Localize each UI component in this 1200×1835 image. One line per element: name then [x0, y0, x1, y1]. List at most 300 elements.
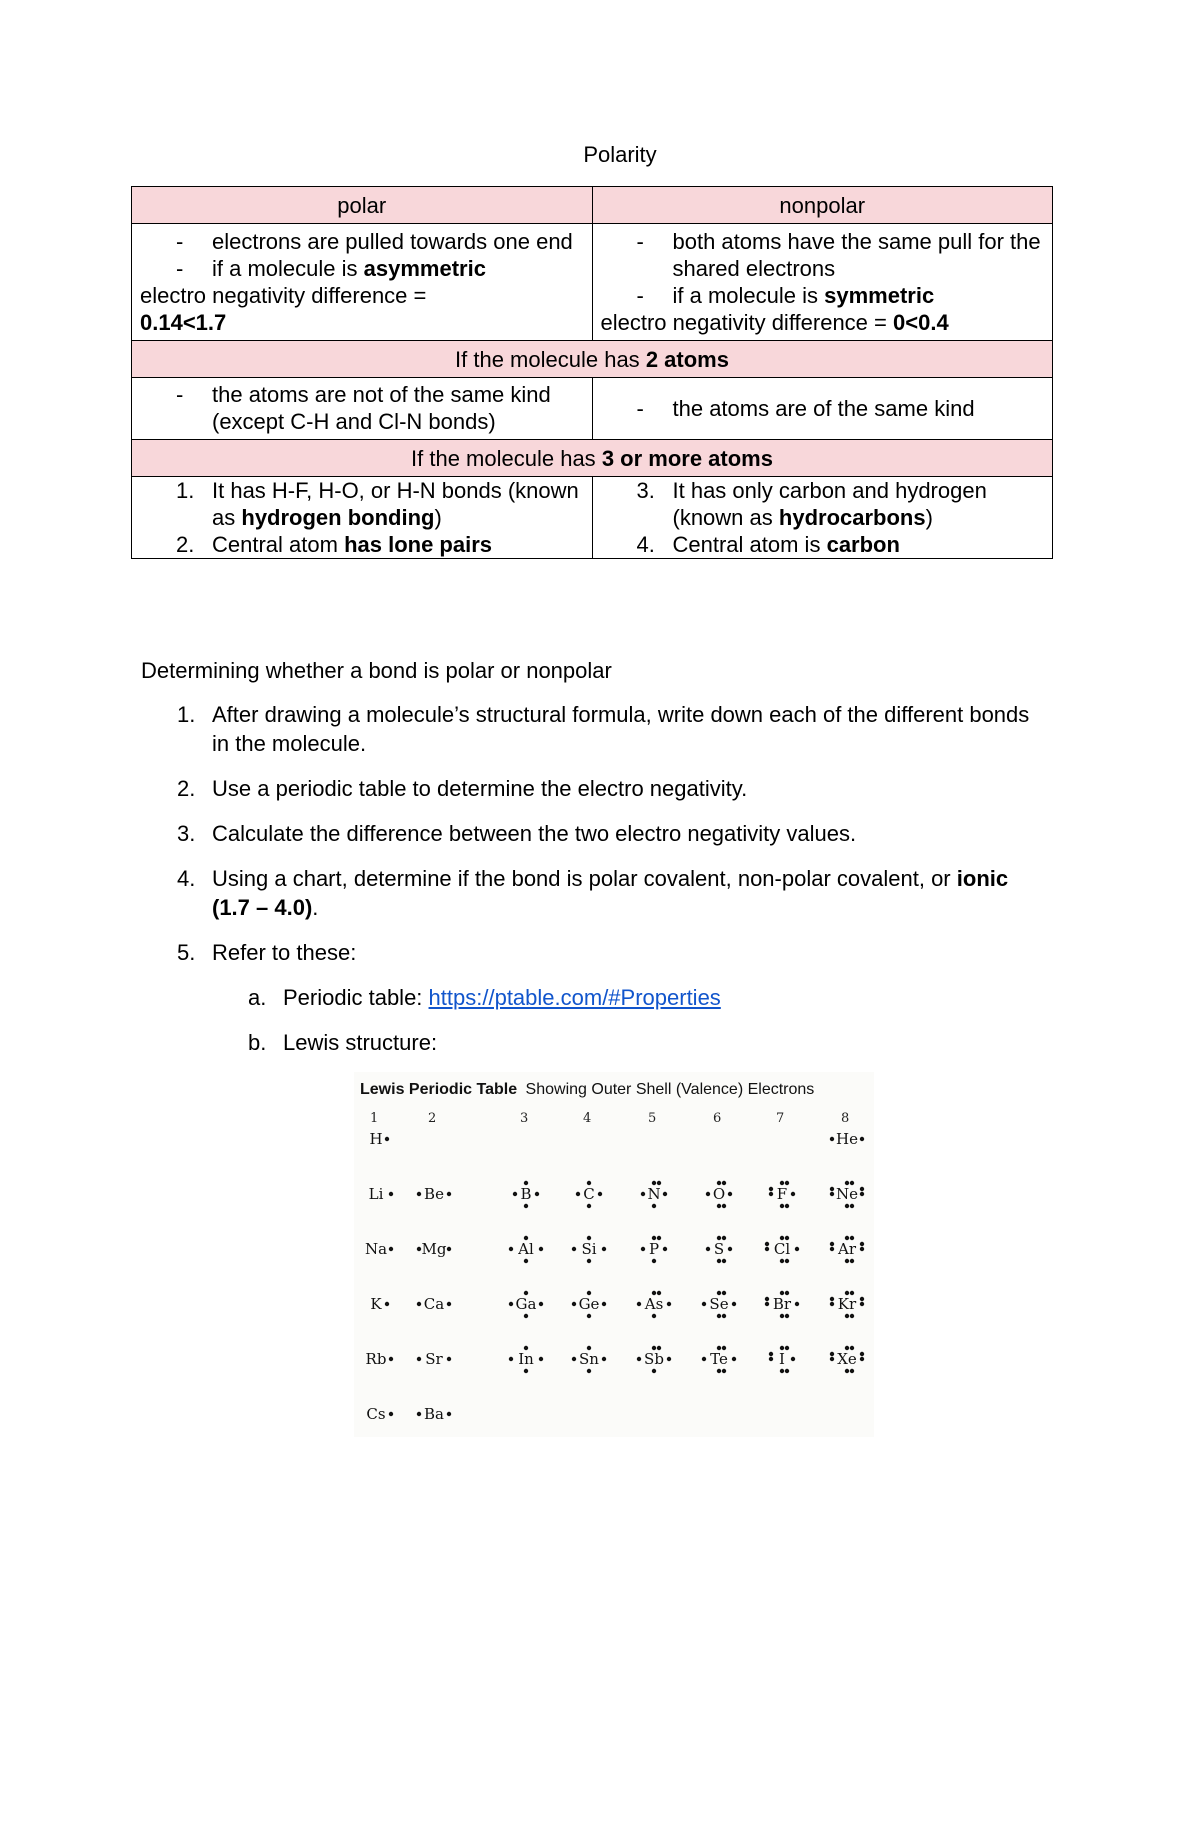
- valence-electron-dot: [795, 1302, 799, 1306]
- valence-electron-dot: [791, 1192, 795, 1196]
- valence-electron-dot: [657, 1236, 661, 1240]
- element-symbol: I: [779, 1350, 785, 1368]
- valence-electron-dot: [769, 1357, 773, 1361]
- lewis-element: [509, 1346, 543, 1373]
- valence-electron-dot: [845, 1236, 849, 1240]
- valence-electron-dot: [389, 1247, 393, 1251]
- valence-electron-dot: [717, 1369, 721, 1373]
- element-symbol: Te: [710, 1350, 728, 1368]
- dash-bullet: -: [636, 282, 644, 308]
- valence-electron-dot: [850, 1236, 854, 1240]
- element-symbol: Na: [364, 1240, 388, 1258]
- lewis-element: [417, 1405, 451, 1423]
- valence-electron-dot: [572, 1357, 576, 1361]
- span-two-atoms: [132, 341, 1053, 378]
- valence-electron-dot: [860, 1242, 864, 1246]
- valence-electron-dot: [860, 1297, 864, 1301]
- nonpolar-item3-bold: hydrocarbons: [778, 505, 926, 530]
- valence-electron-dot: [860, 1302, 864, 1306]
- valence-electron-dot: [641, 1247, 645, 1251]
- valence-electron-dot: [780, 1181, 784, 1185]
- element-symbol: In: [518, 1350, 534, 1368]
- span-three-atoms-bold: 3 or more atoms: [601, 445, 773, 471]
- valence-electron-dot: [850, 1369, 854, 1373]
- lewis-element: [369, 1185, 394, 1203]
- valence-electron-dot: [447, 1412, 451, 1416]
- valence-electron-dot: [509, 1302, 513, 1306]
- element-symbol: He: [836, 1130, 858, 1148]
- valence-electron-dot: [587, 1181, 591, 1185]
- valence-electron-dot: [722, 1181, 726, 1185]
- list-item: [141, 938, 1041, 1057]
- lewis-element: [830, 1346, 864, 1373]
- element-symbol: Kr: [837, 1295, 857, 1313]
- dash-bullet: -: [636, 228, 644, 254]
- polar-line1: electrons are pulled towards one end: [212, 229, 573, 254]
- valence-electron-dot: [667, 1357, 671, 1361]
- valence-electron-dot: [385, 1302, 389, 1306]
- nonpolar-two-atoms-text: the atoms are of the same kind: [672, 395, 975, 421]
- step-text: Refer to these:: [212, 940, 357, 965]
- valence-electron-dot: [845, 1291, 849, 1295]
- valence-electron-dot: [769, 1187, 773, 1191]
- list-number: 3.: [177, 821, 196, 846]
- lewis-element: [572, 1291, 606, 1318]
- valence-electron-dot: [780, 1204, 784, 1208]
- valence-electron-dot: [845, 1181, 849, 1185]
- list-number: 4.: [177, 866, 196, 891]
- element-symbol: Ga: [515, 1295, 537, 1313]
- dash-bullet: -: [176, 229, 184, 254]
- valence-electron-dot: [860, 1357, 864, 1361]
- lewis-element: [706, 1236, 732, 1263]
- svg-text:Lewis Periodic Table Sho: [360, 1081, 814, 1098]
- polar-item1-pre: It has H-F, H-O, or H-N bonds (known as: [212, 478, 579, 530]
- element-symbol: N: [647, 1185, 661, 1203]
- list-item: [141, 819, 1041, 848]
- element-symbol: C: [583, 1185, 595, 1203]
- valence-electron-dot: [830, 1357, 834, 1361]
- valence-electron-dot: [722, 1259, 726, 1263]
- polar-line3: electro negativity difference =: [140, 283, 427, 308]
- valence-electron-dot: [780, 1369, 784, 1373]
- lewis-title-rest: Showing Outer Shell (Valence) Electrons: [525, 1081, 815, 1098]
- valence-electron-dot: [785, 1236, 789, 1240]
- valence-electron-dot: [785, 1314, 789, 1318]
- sub-label: Lewis structure:: [283, 1030, 438, 1055]
- valence-electron-dot: [830, 1242, 834, 1246]
- valence-electron-dot: [652, 1369, 656, 1373]
- element-symbol: Mg: [421, 1240, 447, 1258]
- valence-electron-dot: [602, 1247, 606, 1251]
- valence-electron-dot: [728, 1247, 732, 1251]
- valence-electron-dot: [652, 1259, 656, 1263]
- valence-electron-dot: [830, 1302, 834, 1306]
- cell-polar-general: [132, 224, 593, 341]
- valence-electron-dot: [765, 1242, 769, 1246]
- valence-electron-dot: [702, 1302, 706, 1306]
- element-symbol: Ar: [837, 1240, 857, 1258]
- valence-electron-dot: [850, 1204, 854, 1208]
- dash-bullet: -: [176, 382, 184, 407]
- valence-electron-dot: [860, 1187, 864, 1191]
- step-text: Using a chart, determine if the bond is polar covalent, non-polar covalent, or: [212, 866, 951, 891]
- list-number: 5.: [177, 940, 196, 965]
- step-text: After drawing a molecule’s structural formula, write down each of the different bonds in the molecule.: [212, 702, 1030, 756]
- valence-electron-dot: [860, 1137, 864, 1141]
- lewis-element: [830, 1291, 864, 1318]
- span-three-atoms: [132, 440, 1053, 477]
- valence-electron-dot: [717, 1314, 721, 1318]
- span-three-atoms-pre: If the molecule has: [411, 445, 596, 471]
- lewis-element: [572, 1236, 606, 1263]
- valence-electron-dot: [769, 1352, 773, 1356]
- valence-electron-dot: [447, 1192, 451, 1196]
- element-symbol: P: [648, 1240, 660, 1258]
- table-header-row: [132, 187, 1053, 224]
- valence-electron-dot: [717, 1236, 721, 1240]
- element-symbol: Ne: [835, 1185, 859, 1203]
- valence-electron-dot: [652, 1181, 656, 1185]
- valence-electron-dot: [509, 1357, 513, 1361]
- nonpolar-item3-pre: It has only carbon and hydrogen (known as: [672, 478, 987, 530]
- sub-label: Periodic table:: [283, 985, 423, 1010]
- element-symbol: Ca: [423, 1295, 445, 1313]
- lewis-element: [509, 1291, 543, 1318]
- lewis-element: [365, 1240, 393, 1258]
- lewis-element: [830, 1236, 864, 1263]
- valence-electron-dot: [652, 1346, 656, 1350]
- valence-electron-dot: [602, 1357, 606, 1361]
- nonpolar-line2-bold: symmetric: [824, 282, 935, 308]
- valence-electron-dot: [785, 1259, 789, 1263]
- valence-electron-dot: [587, 1236, 591, 1240]
- valence-electron-dot: [706, 1192, 710, 1196]
- element-symbol: Sr: [425, 1350, 443, 1368]
- polar-item1-post: ): [434, 505, 442, 530]
- valence-electron-dot: [850, 1346, 854, 1350]
- valence-electron-dot: [722, 1369, 726, 1373]
- valence-electron-dot: [524, 1291, 528, 1295]
- valence-electron-dot: [524, 1204, 528, 1208]
- valence-electron-dot: [663, 1247, 667, 1251]
- valence-electron-dot: [732, 1357, 736, 1361]
- valence-electron-dot: [447, 1302, 451, 1306]
- element-symbol: F: [776, 1185, 788, 1203]
- valence-electron-dot: [717, 1291, 721, 1295]
- valence-electron-dot: [657, 1291, 661, 1295]
- valence-electron-dot: [587, 1369, 591, 1373]
- lewis-periodic-table-image: [354, 1072, 874, 1437]
- valence-electron-dot: [539, 1302, 543, 1306]
- element-symbol: Cl: [773, 1240, 791, 1258]
- element-symbol: K: [370, 1295, 382, 1313]
- valence-electron-dot: [785, 1181, 789, 1185]
- valence-electron-dot: [785, 1204, 789, 1208]
- valence-electron-dot: [539, 1247, 543, 1251]
- valence-electron-dot: [702, 1357, 706, 1361]
- valence-electron-dot: [732, 1302, 736, 1306]
- ptable-link[interactable]: https://ptable.com/#Properties: [428, 985, 721, 1010]
- page-title: Polarity: [583, 142, 657, 167]
- steps-list: [141, 700, 1041, 1073]
- span-two-atoms-pre: If the molecule has: [455, 346, 640, 372]
- valence-electron-dot: [417, 1302, 421, 1306]
- table-span-row: [132, 341, 1053, 378]
- lewis-group-number: 4: [583, 1111, 592, 1126]
- valence-electron-dot: [850, 1181, 854, 1185]
- valence-electron-dot: [765, 1302, 769, 1306]
- step-text: Calculate the difference between the two electro negativity values.: [212, 821, 857, 846]
- valence-electron-dot: [780, 1346, 784, 1350]
- valence-electron-dot: [850, 1259, 854, 1263]
- valence-electron-dot: [722, 1204, 726, 1208]
- nonpolar-line3: electro negativity difference =: [600, 309, 887, 335]
- valence-electron-dot: [722, 1236, 726, 1240]
- element-symbol: Xe: [837, 1350, 857, 1368]
- lewis-element: [366, 1405, 393, 1423]
- lewis-element: [576, 1181, 602, 1208]
- lewis-element: [702, 1291, 736, 1318]
- lewis-element: [641, 1181, 667, 1208]
- valence-electron-dot: [845, 1346, 849, 1350]
- valence-electron-dot: [389, 1412, 393, 1416]
- lewis-element: [637, 1346, 671, 1373]
- valence-electron-dot: [389, 1357, 393, 1361]
- valence-electron-dot: [637, 1302, 641, 1306]
- lewis-element: [765, 1236, 799, 1263]
- valence-electron-dot: [447, 1357, 451, 1361]
- polar-line2-pre: if a molecule is: [212, 256, 358, 281]
- lewis-group-number: 6: [713, 1111, 722, 1126]
- valence-electron-dot: [652, 1291, 656, 1295]
- valence-electron-dot: [576, 1192, 580, 1196]
- step-text: Use a periodic table to determine the electro negativity.: [212, 776, 748, 801]
- valence-electron-dot: [717, 1259, 721, 1263]
- valence-electron-dot: [657, 1181, 661, 1185]
- list-number: 1.: [176, 478, 195, 503]
- valence-electron-dot: [780, 1236, 784, 1240]
- nonpolar-line2-pre: if a molecule is: [672, 282, 819, 308]
- valence-electron-dot: [657, 1346, 661, 1350]
- element-symbol: Ba: [424, 1405, 444, 1423]
- element-symbol: Al: [518, 1240, 534, 1258]
- valence-electron-dot: [587, 1204, 591, 1208]
- valence-electron-dot: [652, 1204, 656, 1208]
- valence-electron-dot: [765, 1247, 769, 1251]
- valence-electron-dot: [587, 1259, 591, 1263]
- valence-electron-dot: [524, 1369, 528, 1373]
- lewis-element: [641, 1236, 667, 1263]
- valence-electron-dot: [785, 1291, 789, 1295]
- valence-electron-dot: [785, 1346, 789, 1350]
- valence-electron-dot: [722, 1314, 726, 1318]
- valence-electron-dot: [572, 1247, 576, 1251]
- table-span-row: [132, 440, 1053, 477]
- element-symbol: Cs: [366, 1405, 386, 1423]
- valence-electron-dot: [860, 1192, 864, 1196]
- valence-electron-dot: [769, 1192, 773, 1196]
- lewis-element: [765, 1291, 799, 1318]
- valence-electron-dot: [417, 1357, 421, 1361]
- polar-two-atoms-text: the atoms are not of the same kind (except C-H and Cl-N bonds): [212, 382, 551, 434]
- valence-electron-dot: [791, 1357, 795, 1361]
- valence-electron-dot: [860, 1352, 864, 1356]
- valence-electron-dot: [417, 1192, 421, 1196]
- list-number: 3.: [636, 478, 655, 503]
- valence-electron-dot: [513, 1192, 517, 1196]
- element-symbol: Sn: [579, 1350, 599, 1368]
- valence-electron-dot: [572, 1302, 576, 1306]
- cell-polar-two-atoms: [132, 378, 593, 440]
- dash-bullet: -: [176, 256, 184, 281]
- list-number: 2.: [177, 776, 196, 801]
- nonpolar-line1: both atoms have the same pull for the shared electrons: [672, 228, 1041, 281]
- element-symbol: Rb: [365, 1350, 387, 1368]
- lewis-element: [572, 1346, 606, 1373]
- valence-electron-dot: [524, 1181, 528, 1185]
- lewis-element: [417, 1350, 451, 1368]
- element-symbol: As: [644, 1295, 664, 1313]
- list-letter: b.: [248, 1030, 267, 1055]
- valence-electron-dot: [587, 1291, 591, 1295]
- valence-electron-dot: [845, 1204, 849, 1208]
- valence-electron-dot: [417, 1247, 421, 1251]
- valence-electron-dot: [830, 1247, 834, 1251]
- list-item: [141, 864, 1041, 922]
- valence-electron-dot: [598, 1192, 602, 1196]
- valence-electron-dot: [447, 1247, 451, 1251]
- element-symbol: S: [713, 1240, 725, 1258]
- polar-line4: 0.14<1.7: [140, 310, 227, 335]
- valence-electron-dot: [524, 1259, 528, 1263]
- lewis-group-number: 1: [370, 1111, 379, 1126]
- valence-electron-dot: [652, 1236, 656, 1240]
- valence-electron-dot: [539, 1357, 543, 1361]
- valence-electron-dot: [602, 1302, 606, 1306]
- valence-electron-dot: [535, 1192, 539, 1196]
- polar-item2-pre: Central atom: [212, 532, 338, 557]
- element-symbol: Se: [709, 1295, 729, 1313]
- valence-electron-dot: [717, 1181, 721, 1185]
- cell-polar-three-atoms: [132, 477, 593, 559]
- nonpolar-item4-bold: carbon: [826, 532, 900, 557]
- valence-electron-dot: [524, 1236, 528, 1240]
- valence-electron-dot: [652, 1314, 656, 1318]
- valence-electron-dot: [509, 1247, 513, 1251]
- lewis-element: [417, 1240, 451, 1258]
- element-symbol: Sb: [644, 1350, 664, 1368]
- lewis-title-bold: Lewis Periodic Table: [360, 1081, 518, 1098]
- element-symbol: Si: [581, 1240, 597, 1258]
- valence-electron-dot: [780, 1259, 784, 1263]
- lewis-element: [509, 1236, 543, 1263]
- valence-electron-dot: [765, 1297, 769, 1301]
- valence-electron-dot: [830, 1192, 834, 1196]
- element-symbol: Be: [424, 1185, 444, 1203]
- valence-electron-dot: [795, 1247, 799, 1251]
- lewis-element: [637, 1291, 671, 1318]
- polarity-table: [131, 186, 1053, 559]
- valence-electron-dot: [389, 1192, 393, 1196]
- lewis-group-number: 8: [841, 1111, 850, 1126]
- valence-electron-dot: [785, 1369, 789, 1373]
- lewis-element: [417, 1185, 451, 1203]
- valence-electron-dot: [717, 1346, 721, 1350]
- valence-electron-dot: [641, 1192, 645, 1196]
- step-post: .: [312, 895, 319, 920]
- dash-bullet: -: [636, 395, 644, 421]
- polar-item1-bold: hydrogen bonding: [241, 505, 435, 530]
- lewis-element: [417, 1295, 451, 1313]
- valence-electron-dot: [728, 1192, 732, 1196]
- valence-electron-dot: [663, 1192, 667, 1196]
- valence-electron-dot: [667, 1302, 671, 1306]
- valence-electron-dot: [860, 1247, 864, 1251]
- valence-electron-dot: [850, 1291, 854, 1295]
- cell-nonpolar-three-atoms: [592, 477, 1053, 559]
- valence-electron-dot: [587, 1346, 591, 1350]
- list-item: [212, 983, 1041, 1012]
- lewis-group-number: 3: [520, 1111, 529, 1126]
- table-row: [132, 378, 1053, 440]
- nonpolar-line3-bold: 0<0.4: [893, 309, 949, 335]
- cell-nonpolar-general: [592, 224, 1053, 341]
- element-symbol: O: [712, 1185, 726, 1203]
- list-letter: a.: [248, 985, 267, 1010]
- list-item: [141, 700, 1041, 758]
- lewis-element: [706, 1181, 732, 1208]
- list-number: 2.: [176, 532, 195, 557]
- valence-electron-dot: [830, 1137, 834, 1141]
- nonpolar-item4-pre: Central atom is: [672, 532, 821, 557]
- lewis-group-number: 7: [776, 1111, 785, 1126]
- valence-electron-dot: [717, 1204, 721, 1208]
- lewis-element: [369, 1130, 389, 1148]
- element-symbol: Ge: [578, 1295, 600, 1313]
- lewis-element: [830, 1130, 864, 1148]
- element-symbol: Br: [772, 1295, 792, 1313]
- lewis-group-number: 5: [648, 1111, 657, 1126]
- header-nonpolar: nonpolar: [592, 187, 1053, 224]
- sub-list: [212, 983, 1041, 1057]
- list-item: [141, 774, 1041, 803]
- valence-electron-dot: [845, 1314, 849, 1318]
- valence-electron-dot: [524, 1314, 528, 1318]
- lewis-element: [366, 1350, 394, 1368]
- lewis-periodic-table: [354, 1072, 874, 1437]
- header-polar: polar: [132, 187, 593, 224]
- table-row: [132, 224, 1053, 341]
- valence-electron-dot: [830, 1352, 834, 1356]
- polar-item2-bold: has lone pairs: [344, 532, 493, 557]
- valence-electron-dot: [830, 1297, 834, 1301]
- lewis-element: [513, 1181, 539, 1208]
- table-row: [132, 477, 1053, 559]
- lewis-element: [769, 1181, 795, 1208]
- valence-electron-dot: [706, 1247, 710, 1251]
- polar-line2-bold: asymmetric: [363, 256, 486, 281]
- cell-nonpolar-two-atoms: [592, 378, 1053, 440]
- element-symbol: B: [520, 1185, 532, 1203]
- valence-electron-dot: [780, 1314, 784, 1318]
- element-symbol: Li: [368, 1185, 384, 1203]
- lewis-group-number: 2: [428, 1111, 437, 1126]
- valence-electron-dot: [780, 1291, 784, 1295]
- valence-electron-dot: [637, 1357, 641, 1361]
- section-title: Determining whether a bond is polar or nonpolar: [141, 658, 612, 683]
- element-symbol: H: [369, 1130, 383, 1148]
